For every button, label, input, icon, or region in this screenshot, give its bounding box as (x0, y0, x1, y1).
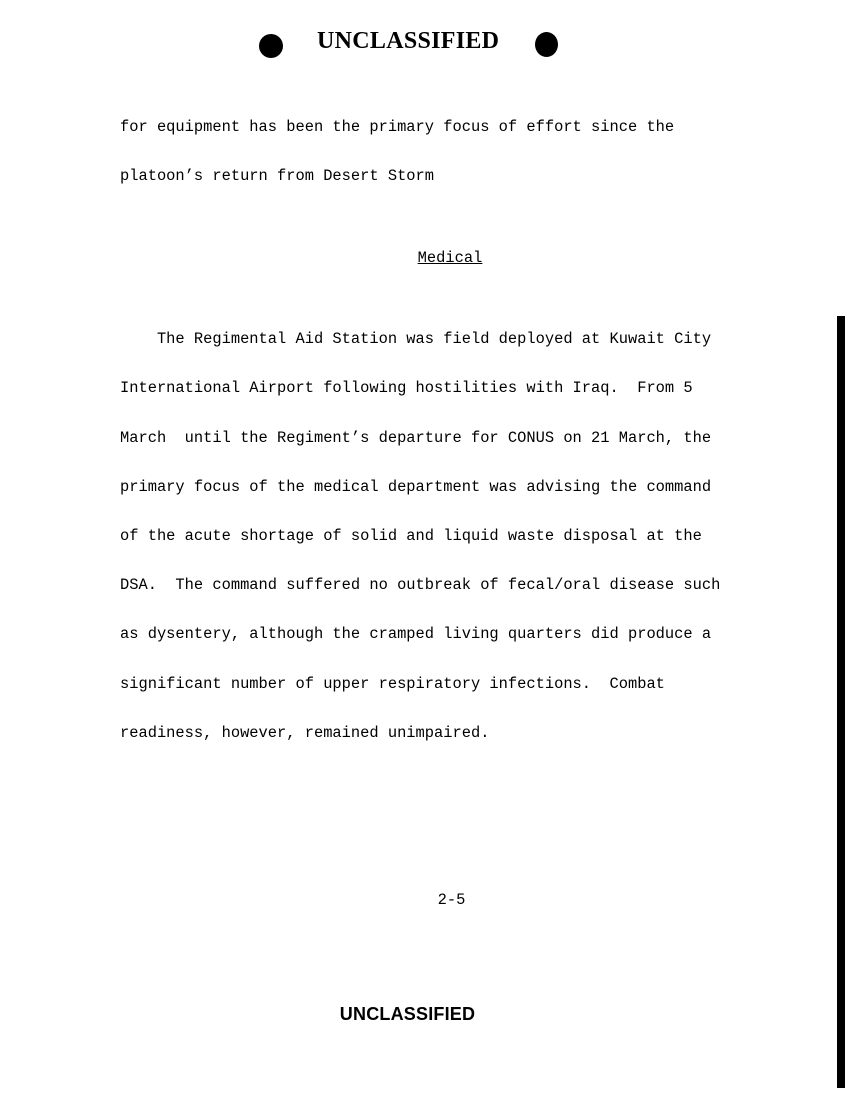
classification-dot-icon (535, 32, 558, 57)
paragraph-line: The Regimental Aid Station was field deployed at Kuwait City (120, 330, 712, 349)
intro-line: for equipment has been the primary focus of effort since the (120, 117, 675, 136)
classification-dot-icon (259, 34, 283, 58)
margin-scan-bar (837, 316, 845, 1088)
section-heading-medical: Medical (417, 248, 483, 267)
paragraph-line: International Airport following hostilities with Iraq. From 5 (120, 379, 693, 398)
paragraph-line: as dysentery, although the cramped living quarters did produce a (120, 625, 712, 644)
document-body (120, 86, 780, 758)
paragraph-line: March until the Regiment’s departure for CONUS on 21 March, the (120, 428, 712, 447)
header-classification-label: UNCLASSIFIED (317, 28, 500, 54)
paragraph-line: DSA. The command suffered no outbreak of fecal/oral disease such (120, 576, 721, 595)
paragraph-line: of the acute shortage of solid and liquid waste disposal at the (120, 527, 702, 546)
paragraph-line: primary focus of the medical department was advising the command (120, 477, 712, 496)
paragraph-line: significant number of upper respiratory infections. Combat (120, 674, 665, 693)
footer-classification-label: UNCLASSIFIED (339, 1004, 476, 1024)
page-number: 2-5 (437, 891, 466, 909)
header-classification-banner (255, 28, 565, 62)
intro-line: platoon’s return from Desert Storm (120, 167, 435, 186)
paragraph-line: readiness, however, remained unimpaired. (120, 723, 490, 742)
